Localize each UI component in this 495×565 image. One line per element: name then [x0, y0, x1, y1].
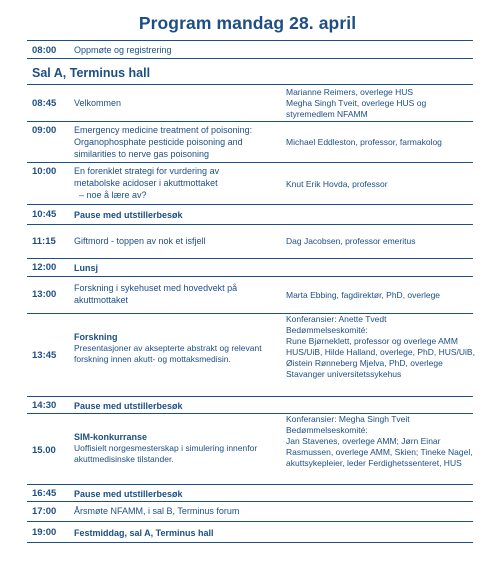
- row-speaker: Konferansier: Megha Singh Tveit Bedømmelseskomité: Jan Stavenes, overlege AMM; Jørn Einar Rasmussen, overlege AMM, Skien; Tineke Nagel, akuttsykepleier, leder Ferdighetssenteret, HUS: [286, 414, 473, 468]
- row-event: [74, 331, 282, 365]
- speaker-line: Megha Singh Tveit, overlege HUS og styremedlem NFAMM: [286, 98, 427, 119]
- schedule-row-0845: [27, 84, 473, 121]
- row-time: 13:45: [32, 350, 57, 361]
- schedule-row-1115: [27, 224, 473, 258]
- schedule-row-1645: [27, 484, 473, 501]
- event-description: Presentasjoner av aksepterte abstrakt og relevant forskning innen akutt- og mottaksmedisin.: [74, 343, 262, 364]
- schedule-row-1345: [27, 313, 473, 396]
- row-speaker: Knut Erik Hovda, professor: [286, 179, 388, 189]
- schedule-row-1000: [27, 162, 473, 204]
- row-time: 10:00: [32, 166, 57, 177]
- schedule-row-1300: [27, 276, 473, 313]
- row-time: 17:00: [32, 506, 57, 517]
- speaker-line: Marianne Reimers, overlege HUS: [286, 87, 414, 97]
- row-event: Festmiddag, sal A, Terminus hall: [74, 528, 214, 538]
- section-header: [27, 58, 473, 84]
- row-time: 11:15: [32, 236, 56, 247]
- row-time: 09:00: [32, 125, 57, 136]
- row-event: Pause med utstillerbesøk: [74, 210, 183, 220]
- row-time: 08:00: [32, 45, 57, 56]
- row-time: 15.00: [32, 445, 56, 456]
- row-time: 14:30: [32, 400, 57, 411]
- schedule-row-1900: [27, 521, 473, 543]
- schedule-row-0900: [27, 121, 473, 162]
- row-event: Emergency medicine treatment of poisoning: Organophosphate pesticide poisoning and similarities to nerve gas poisoning: [74, 125, 253, 159]
- row-time: 12:00: [32, 262, 57, 273]
- row-event: Pause med utstillerbesøk: [74, 401, 183, 411]
- page-title: Program mandag 28. april: [138, 13, 357, 33]
- event-heading: SIM-konkurranse: [74, 432, 148, 442]
- row-event: En forenklet strategi for vurdering av metabolske acidoser i akuttmottaket – noe å lære av?: [74, 166, 220, 200]
- row-time: 19:00: [32, 527, 57, 538]
- row-event: Giftmord - toppen av nok et isfjell: [74, 236, 206, 246]
- row-event: Oppmøte og registrering: [74, 45, 172, 55]
- row-speaker: Konferansier: Anette Tvedt Bedømmelseskomité: Rune Bjørneklett, professor og overlege AMM HUS/UiB, Hilde Halland, overlege, PhD, HUS/UiB, Øistein Rønneberg Mjelva, PhD, overlege Stavanger universitetssykehus: [286, 314, 475, 379]
- event-description: Uoffisielt norgesmesterskap i simulering innenfor akuttmedisinske tilstander.: [74, 443, 258, 464]
- row-time: 16:45: [32, 488, 57, 499]
- row-event: Velkommen: [74, 98, 122, 108]
- row-event: Lunsj: [74, 263, 98, 273]
- row-time: 10:45: [32, 209, 57, 220]
- event-heading: Forskning: [74, 332, 118, 342]
- schedule-row-1500: [27, 413, 473, 484]
- row-event: Årsmøte NFAMM, i sal B, Terminus forum: [74, 506, 240, 516]
- schedule-row-1200: [27, 258, 473, 276]
- row-time: 08:45: [32, 98, 57, 109]
- row-speaker: Dag Jacobsen, professor emeritus: [286, 236, 416, 246]
- row-event: Pause med utstillerbesøk: [74, 489, 183, 499]
- row-event: Forskning i sykehuset med hovedvekt på akuttmottaket: [74, 283, 238, 305]
- row-time: 13:00: [32, 289, 57, 300]
- schedule-row-1430: [27, 396, 473, 413]
- schedule-row-1045: [27, 204, 473, 224]
- row-event: [74, 431, 282, 465]
- schedule-row-1700: [27, 501, 473, 521]
- row-speaker: Marta Ebbing, fagdirektør, PhD, overlege: [286, 290, 441, 300]
- row-speaker: [286, 87, 476, 120]
- schedule-row-0800: [27, 40, 473, 58]
- row-speaker: Michael Eddleston, professor, farmakolog: [286, 137, 442, 147]
- section-title: Sal A, Terminus hall: [32, 66, 151, 80]
